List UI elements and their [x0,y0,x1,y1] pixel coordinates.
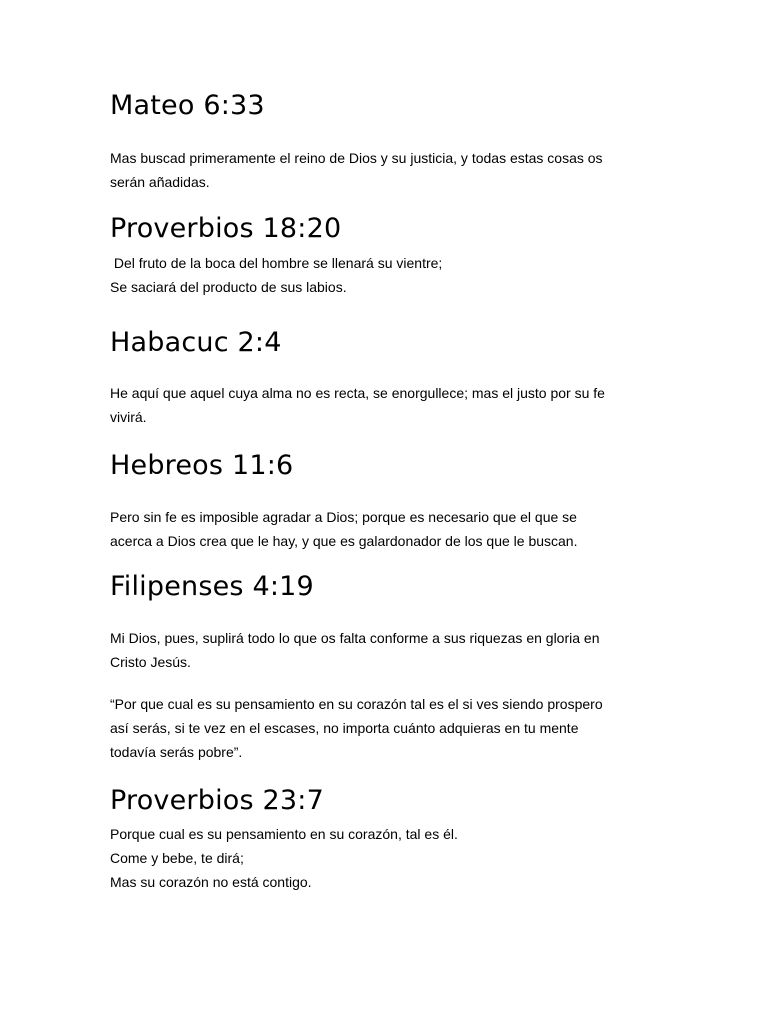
text-line: Pero sin fe es imposible agradar a Dios; porque es necesario que el que se [110,509,577,525]
text-line: Mi Dios, pues, suplirá todo lo que os falta conforme a sus riquezas en gloria en [110,630,600,646]
text-line: Se saciará del producto de sus labios. [110,279,347,295]
text-line: Mas buscad primeramente el reino de Dios y su justicia, y todas estas cosas os [110,150,603,166]
quote-paragraph [110,692,658,764]
verse-heading-mateo-6-33: Mateo 6:33 [110,90,265,121]
verse-heading-proverbios-23-7: Proverbios 23:7 [110,785,324,816]
verse-text-hebreos-11-6 [110,505,658,553]
text-line: así serás, si te vez en el escases, no importa cuánto adquieras en tu mente [110,720,579,736]
text-line: He aquí que aquel cuya alma no es recta, se enorgullece; mas el justo por su fe [110,385,605,401]
verse-heading-habacuc-2-4: Habacuc 2:4 [110,327,282,358]
verse-text-habacuc-2-4 [110,381,658,429]
text-line: vivirá. [110,409,147,425]
verse-text-proverbios-18-20 [110,251,658,299]
text-line: todavía serás pobre”. [110,744,243,760]
verse-heading-hebreos-11-6: Hebreos 11:6 [110,450,294,481]
verse-text-proverbios-23-7 [110,822,658,894]
verse-heading-filipenses-4-19: Filipenses 4:19 [110,571,314,602]
text-line: serán añadidas. [110,174,210,190]
verse-heading-proverbios-18-20: Proverbios 18:20 [110,213,342,244]
text-line: Del fruto de la boca del hombre se llenará su vientre; [110,255,443,271]
verse-text-mateo-6-33 [110,146,658,194]
verse-text-filipenses-4-19 [110,626,658,674]
text-line: acerca a Dios crea que le hay, y que es galardonador de los que le buscan. [110,533,578,549]
text-line: “Por que cual es su pensamiento en su corazón tal es el si ves siendo prospero [110,696,603,712]
text-line: Cristo Jesús. [110,654,191,670]
text-line: Mas su corazón no está contigo. [110,874,312,890]
text-line: Come y bebe, te dirá; [110,850,244,866]
text-line: Porque cual es su pensamiento en su corazón, tal es él. [110,826,458,842]
